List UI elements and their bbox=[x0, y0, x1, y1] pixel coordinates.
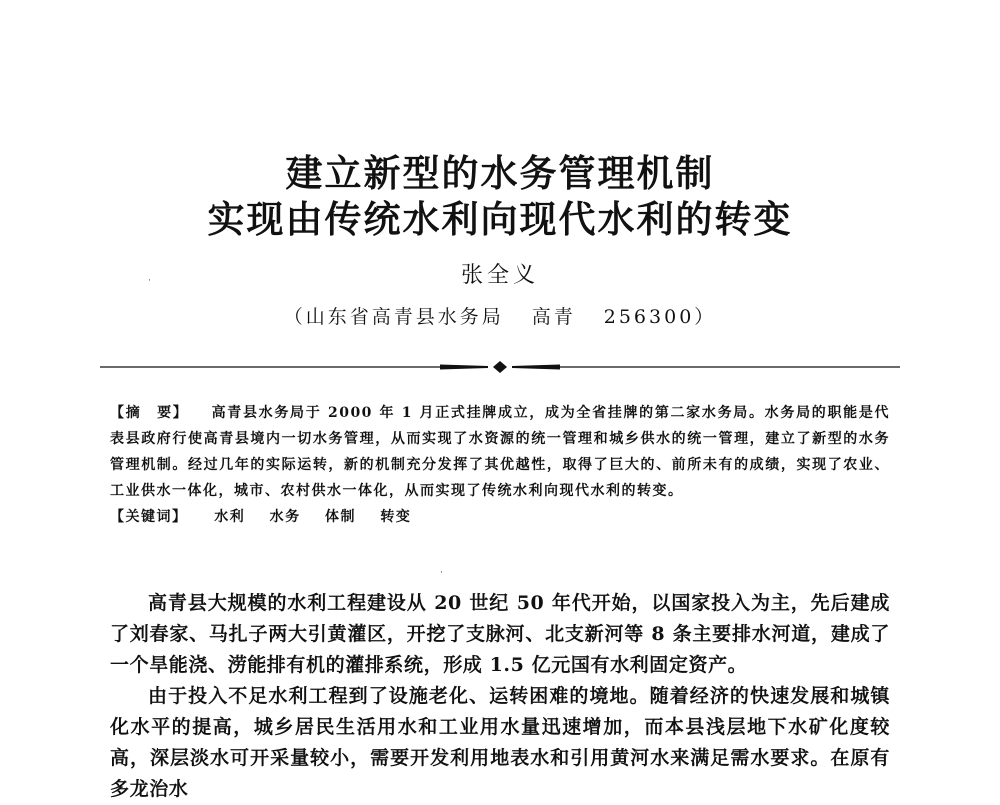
affiliation-city: 高青 bbox=[531, 306, 576, 328]
affiliation-close-paren: ） bbox=[694, 306, 717, 328]
divider-arrow-left bbox=[440, 365, 488, 370]
divider-arrow-right bbox=[512, 365, 560, 370]
author-affiliation bbox=[0, 302, 1000, 329]
keyword-item: 转变 bbox=[380, 509, 412, 525]
abstract-paragraph bbox=[110, 400, 890, 504]
affiliation-postcode: 256300 bbox=[603, 306, 695, 328]
abstract-text: 高青县水务局于 2000 年 1 月正式挂牌成立，成为全省挂牌的第二家水务局。水务局的职能是代表县政府行使高青县境内一切水务管理，从而实现了水资源的统一管理和城乡供水的统一管理，建立了新型的水务管理机制。经过几年的实际运转，新的机制充分发挥了其优越性，取得了巨大的、前所未有的成绩，实现了农业、工业供水一体化，城市、农村供水一体化，从而实现了传统水利向现代水利的转变。 bbox=[110, 405, 891, 499]
abstract-section bbox=[110, 400, 890, 530]
body-paragraph: 高青县大规模的水利工程建设从 20 世纪 50 年代开始，以国家投入为主，先后建成了刘春家、马扎子两大引黄灌区，开挖了支脉河、北支新河等 8 条主要排水河道，建成了一个旱能浇、涝能排有机的灌排系统，形成 1.5 亿元国有水利固定资产。 bbox=[110, 592, 890, 676]
divider-diamond-icon bbox=[493, 361, 507, 373]
title-line-1: 建立新型的水务管理机制 bbox=[285, 152, 715, 195]
keywords-line bbox=[110, 504, 890, 530]
scan-speck: · bbox=[148, 276, 151, 286]
affiliation-organization: 山东省高青县水务局 bbox=[305, 306, 504, 328]
keyword-item: 水利 bbox=[214, 509, 246, 525]
body-text bbox=[110, 588, 890, 805]
keywords-label: 【关键词】 bbox=[110, 509, 188, 525]
keyword-item: 水务 bbox=[269, 509, 301, 525]
title-line-2: 实现由传统水利向现代水利的转变 bbox=[207, 198, 793, 241]
scan-speck: · bbox=[440, 568, 443, 578]
affiliation-open-paren: （ bbox=[283, 306, 306, 328]
ornamental-divider bbox=[100, 360, 900, 374]
keyword-item: 体制 bbox=[325, 509, 356, 525]
author-name: 张全义 bbox=[460, 263, 539, 288]
body-paragraph: 由于投入不足水利工程到了设施老化、运转困难的境地。随着经济的快速发展和城镇化水平的提高，城乡居民生活用水和工业用水量迅速增加，而本县浅层地下水矿化度较高，深层淡水可开采量较小，需要开发利用地表水和引用黄河水来满足需水要求。在原有多龙治水 bbox=[110, 685, 890, 800]
abstract-label: 【摘 要】 bbox=[110, 405, 189, 421]
